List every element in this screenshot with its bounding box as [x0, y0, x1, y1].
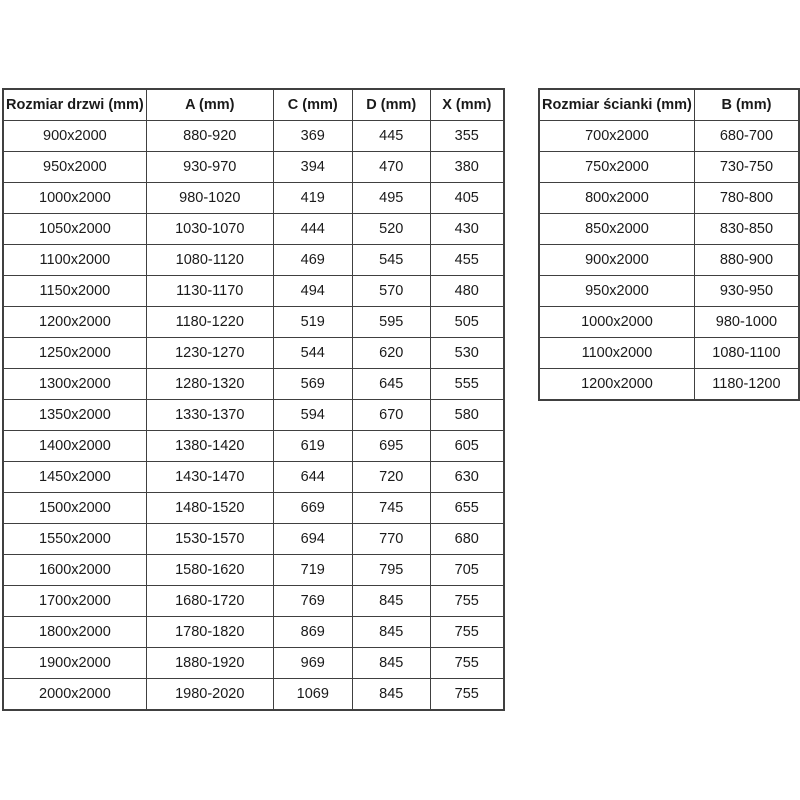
table-cell: 445 — [352, 121, 430, 152]
table-cell: 950x2000 — [3, 152, 146, 183]
table-cell: 405 — [430, 183, 504, 214]
table-cell: 1230-1270 — [146, 338, 273, 369]
table-cell: 1300x2000 — [3, 369, 146, 400]
header-row — [3, 89, 504, 121]
table-cell: 645 — [352, 369, 430, 400]
table-cell: 369 — [273, 121, 352, 152]
table-cell: 705 — [430, 555, 504, 586]
wall-sizes-table — [538, 88, 800, 401]
table-cell: 444 — [273, 214, 352, 245]
table-cell: 1880-1920 — [146, 648, 273, 679]
table-cell: 830-850 — [694, 214, 799, 245]
table-cell: 1900x2000 — [3, 648, 146, 679]
table-cell: 1200x2000 — [3, 307, 146, 338]
table-cell: 555 — [430, 369, 504, 400]
table-cell: 950x2000 — [539, 276, 694, 307]
table-row — [3, 431, 504, 462]
table-cell: 1600x2000 — [3, 555, 146, 586]
table-cell: 1280-1320 — [146, 369, 273, 400]
table-cell: 570 — [352, 276, 430, 307]
table-cell: 1000x2000 — [539, 307, 694, 338]
table-cell: 755 — [430, 586, 504, 617]
table-cell: 1350x2000 — [3, 400, 146, 431]
table-cell: 1150x2000 — [3, 276, 146, 307]
table-cell: 795 — [352, 555, 430, 586]
table-cell: 470 — [352, 152, 430, 183]
table-row — [3, 183, 504, 214]
table-row — [3, 400, 504, 431]
table-cell: 1330-1370 — [146, 400, 273, 431]
table-cell: 730-750 — [694, 152, 799, 183]
table-cell: 1530-1570 — [146, 524, 273, 555]
table-row — [3, 338, 504, 369]
table-cell: 1250x2000 — [3, 338, 146, 369]
table-cell: 1800x2000 — [3, 617, 146, 648]
table-cell: 619 — [273, 431, 352, 462]
table-row — [3, 307, 504, 338]
table-cell: 750x2000 — [539, 152, 694, 183]
table-cell: 1580-1620 — [146, 555, 273, 586]
table-cell: 520 — [352, 214, 430, 245]
table-cell: 720 — [352, 462, 430, 493]
table-row — [539, 276, 799, 307]
table-cell: 530 — [430, 338, 504, 369]
table-cell: 1500x2000 — [3, 493, 146, 524]
table-cell: 719 — [273, 555, 352, 586]
table-cell: 644 — [273, 462, 352, 493]
table-row — [3, 245, 504, 276]
table-row — [539, 245, 799, 276]
table-cell: 430 — [430, 214, 504, 245]
table-cell: 1980-2020 — [146, 679, 273, 711]
table-cell: 770 — [352, 524, 430, 555]
table-cell: 519 — [273, 307, 352, 338]
table-cell: 669 — [273, 493, 352, 524]
table-cell: 419 — [273, 183, 352, 214]
table-row — [3, 555, 504, 586]
table-row — [3, 617, 504, 648]
table-row — [539, 183, 799, 214]
table-cell: 845 — [352, 586, 430, 617]
table-cell: 1780-1820 — [146, 617, 273, 648]
column-header: X (mm) — [430, 89, 504, 121]
table-cell: 1069 — [273, 679, 352, 711]
table-cell: 1130-1170 — [146, 276, 273, 307]
table-cell: 850x2000 — [539, 214, 694, 245]
table-cell: 695 — [352, 431, 430, 462]
table-cell: 755 — [430, 648, 504, 679]
table-cell: 1180-1200 — [694, 369, 799, 401]
table-cell: 455 — [430, 245, 504, 276]
table-cell: 880-900 — [694, 245, 799, 276]
table-cell: 1700x2000 — [3, 586, 146, 617]
table-cell: 569 — [273, 369, 352, 400]
table-cell: 694 — [273, 524, 352, 555]
table-cell: 755 — [430, 679, 504, 711]
table-cell: 1080-1100 — [694, 338, 799, 369]
table-cell: 1380-1420 — [146, 431, 273, 462]
table-cell: 2000x2000 — [3, 679, 146, 711]
table-row — [539, 307, 799, 338]
table-cell: 1050x2000 — [3, 214, 146, 245]
table-cell: 380 — [430, 152, 504, 183]
table-cell: 494 — [273, 276, 352, 307]
table-cell: 1100x2000 — [3, 245, 146, 276]
table-row — [3, 121, 504, 152]
table-cell: 869 — [273, 617, 352, 648]
table-cell: 394 — [273, 152, 352, 183]
table-cell: 1080-1120 — [146, 245, 273, 276]
table-cell: 845 — [352, 648, 430, 679]
table-cell: 845 — [352, 679, 430, 711]
table-row — [3, 276, 504, 307]
table-row — [3, 679, 504, 711]
table-cell: 1450x2000 — [3, 462, 146, 493]
table-cell: 495 — [352, 183, 430, 214]
door-sizes-table — [2, 88, 505, 711]
table-cell: 480 — [430, 276, 504, 307]
table-cell: 980-1020 — [146, 183, 273, 214]
table-cell: 700x2000 — [539, 121, 694, 152]
table-cell: 505 — [430, 307, 504, 338]
table-cell: 1030-1070 — [146, 214, 273, 245]
table-cell: 655 — [430, 493, 504, 524]
table-cell: 1430-1470 — [146, 462, 273, 493]
table-cell: 1000x2000 — [3, 183, 146, 214]
table-row — [539, 121, 799, 152]
column-header: A (mm) — [146, 89, 273, 121]
table-cell: 769 — [273, 586, 352, 617]
table-row — [3, 462, 504, 493]
table-cell: 745 — [352, 493, 430, 524]
table-row — [539, 369, 799, 401]
table-row — [3, 369, 504, 400]
column-header: Rozmiar drzwi (mm) — [3, 89, 146, 121]
table-cell: 800x2000 — [539, 183, 694, 214]
table-cell: 605 — [430, 431, 504, 462]
table-cell: 980-1000 — [694, 307, 799, 338]
table-row — [3, 152, 504, 183]
table-cell: 595 — [352, 307, 430, 338]
table-cell: 780-800 — [694, 183, 799, 214]
column-header: Rozmiar ścianki (mm) — [539, 89, 694, 121]
table-cell: 680 — [430, 524, 504, 555]
table-cell: 1400x2000 — [3, 431, 146, 462]
table-cell: 930-950 — [694, 276, 799, 307]
table-cell: 1100x2000 — [539, 338, 694, 369]
table-cell: 930-970 — [146, 152, 273, 183]
table-cell: 1480-1520 — [146, 493, 273, 524]
table-cell: 620 — [352, 338, 430, 369]
table-row — [3, 586, 504, 617]
table-row — [539, 338, 799, 369]
table-cell: 544 — [273, 338, 352, 369]
table-cell: 755 — [430, 617, 504, 648]
table-row — [539, 152, 799, 183]
table-row — [3, 214, 504, 245]
table-cell: 1680-1720 — [146, 586, 273, 617]
table-row — [3, 648, 504, 679]
table-cell: 900x2000 — [3, 121, 146, 152]
table-cell: 594 — [273, 400, 352, 431]
table-cell: 900x2000 — [539, 245, 694, 276]
table-cell: 355 — [430, 121, 504, 152]
table-cell: 845 — [352, 617, 430, 648]
table-row — [3, 493, 504, 524]
table-row — [539, 214, 799, 245]
table-cell: 969 — [273, 648, 352, 679]
table-row — [3, 524, 504, 555]
table-cell: 469 — [273, 245, 352, 276]
table-cell: 580 — [430, 400, 504, 431]
column-header: B (mm) — [694, 89, 799, 121]
table-cell: 880-920 — [146, 121, 273, 152]
header-row — [539, 89, 799, 121]
table-cell: 680-700 — [694, 121, 799, 152]
table-cell: 1180-1220 — [146, 307, 273, 338]
column-header: C (mm) — [273, 89, 352, 121]
table-cell: 670 — [352, 400, 430, 431]
table-cell: 1200x2000 — [539, 369, 694, 401]
column-header: D (mm) — [352, 89, 430, 121]
table-cell: 1550x2000 — [3, 524, 146, 555]
table-cell: 545 — [352, 245, 430, 276]
table-cell: 630 — [430, 462, 504, 493]
